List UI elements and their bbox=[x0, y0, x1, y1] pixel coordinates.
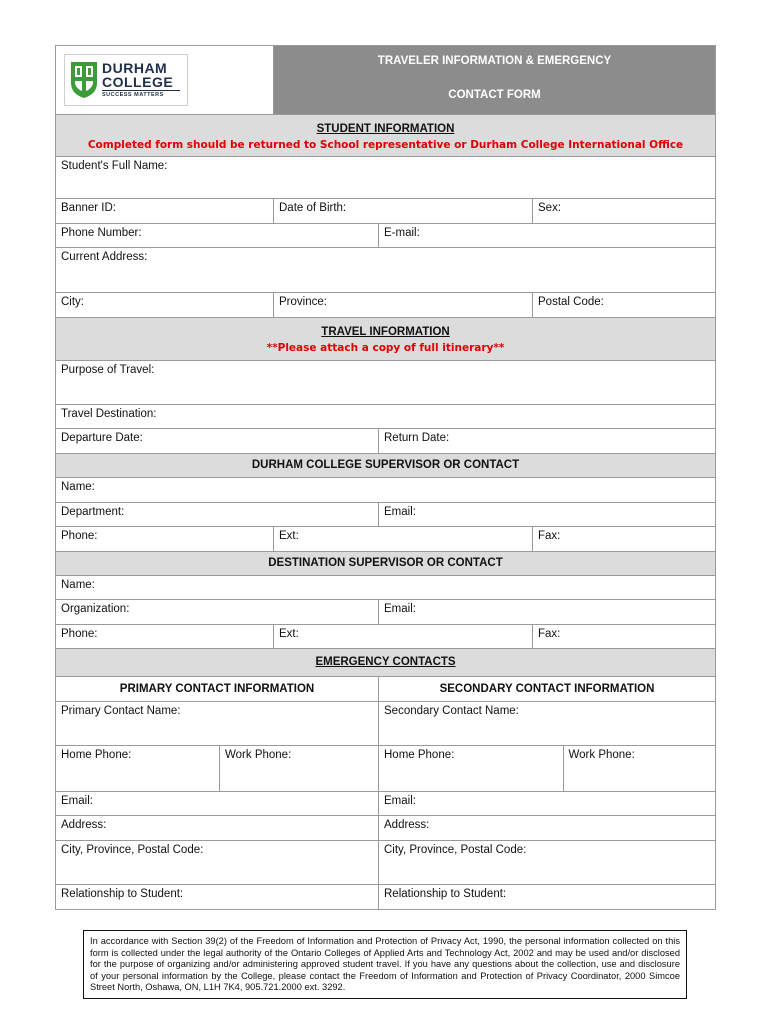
primary-city-province-postal-label: City, Province, Postal Code: bbox=[61, 843, 204, 856]
secondary-address-label: Address: bbox=[384, 818, 430, 831]
dc-fax-field[interactable] bbox=[533, 526, 716, 551]
dest-organization-field[interactable] bbox=[56, 599, 379, 624]
secondary-address-field[interactable] bbox=[379, 815, 716, 840]
travel-section-title: TRAVEL INFORMATION bbox=[321, 326, 450, 338]
dest-ext-field[interactable] bbox=[274, 624, 533, 648]
sex-field[interactable] bbox=[533, 198, 716, 223]
phone-number-field[interactable] bbox=[56, 223, 379, 247]
form-table bbox=[55, 45, 716, 910]
dc-phone-field[interactable] bbox=[56, 526, 274, 551]
province-label: Province: bbox=[279, 295, 327, 308]
shield-icon bbox=[70, 61, 98, 99]
destination-supervisor-header: DESTINATION SUPERVISOR OR CONTACT bbox=[56, 551, 716, 575]
dc-ext-field[interactable] bbox=[274, 526, 533, 551]
logo-word-durham: DURHAM bbox=[102, 59, 168, 76]
dest-fax-label: Fax: bbox=[538, 627, 561, 640]
dest-organization-label: Organization: bbox=[61, 602, 130, 615]
date-of-birth-field[interactable] bbox=[274, 198, 533, 223]
secondary-home-phone-field[interactable] bbox=[379, 746, 563, 791]
primary-address-field[interactable] bbox=[56, 815, 379, 840]
secondary-phones-table bbox=[379, 746, 715, 791]
dc-supervisor-header: DURHAM COLLEGE SUPERVISOR OR CONTACT bbox=[56, 453, 716, 477]
banner-id-field[interactable] bbox=[56, 198, 274, 223]
primary-work-phone-label: Work Phone: bbox=[225, 748, 292, 761]
logo-tagline: SUCCESS MATTERS bbox=[102, 91, 164, 98]
dest-name-field[interactable] bbox=[56, 575, 716, 599]
traveler-form bbox=[55, 45, 715, 910]
dc-email-field[interactable] bbox=[379, 502, 716, 526]
secondary-home-phone-label: Home Phone: bbox=[384, 748, 455, 761]
purpose-of-travel-field[interactable] bbox=[56, 360, 716, 404]
city-label: City: bbox=[61, 295, 84, 308]
student-full-name-field[interactable] bbox=[56, 156, 716, 198]
travel-destination-field[interactable] bbox=[56, 404, 716, 428]
secondary-email-field[interactable] bbox=[379, 791, 716, 815]
secondary-work-phone-label: Work Phone: bbox=[568, 748, 635, 761]
dest-email-field[interactable] bbox=[379, 599, 716, 624]
return-date-field[interactable] bbox=[379, 428, 716, 453]
current-address-label: Current Address: bbox=[61, 250, 148, 263]
return-date-label: Return Date: bbox=[384, 431, 450, 444]
student-email-label: E-mail: bbox=[384, 226, 420, 239]
primary-work-phone-field[interactable] bbox=[220, 745, 379, 791]
secondary-email-label: Email: bbox=[384, 794, 416, 807]
dc-department-field[interactable] bbox=[56, 502, 379, 526]
dest-fax-field[interactable] bbox=[533, 624, 716, 648]
primary-relationship-field[interactable] bbox=[56, 884, 379, 909]
secondary-contact-header: SECONDARY CONTACT INFORMATION bbox=[379, 676, 716, 701]
sex-label: Sex: bbox=[538, 201, 562, 214]
dc-email-label: Email: bbox=[384, 505, 416, 518]
student-full-name-label: Student's Full Name: bbox=[61, 159, 168, 172]
dc-ext-label: Ext: bbox=[279, 529, 299, 542]
form-title-line1: TRAVELER INFORMATION & EMERGENCY bbox=[274, 46, 716, 78]
primary-address-label: Address: bbox=[61, 818, 107, 831]
primary-contact-header: PRIMARY CONTACT INFORMATION bbox=[56, 676, 379, 701]
durham-college-logo bbox=[64, 54, 188, 106]
primary-contact-name-field[interactable] bbox=[56, 701, 379, 745]
phone-number-label: Phone Number: bbox=[61, 226, 142, 239]
student-return-notice: Completed form should be returned to School representative or Durham College International Office bbox=[87, 138, 684, 151]
student-email-field[interactable] bbox=[379, 223, 716, 247]
secondary-contact-name-field[interactable] bbox=[379, 701, 716, 745]
dest-phone-label: Phone: bbox=[61, 627, 98, 640]
primary-home-phone-label: Home Phone: bbox=[61, 748, 132, 761]
dest-ext-label: Ext: bbox=[279, 627, 299, 640]
dest-name-label: Name: bbox=[61, 578, 95, 591]
primary-contact-name-label: Primary Contact Name: bbox=[61, 704, 181, 717]
itinerary-notice: **Please attach a copy of full itinerary** bbox=[266, 342, 505, 354]
secondary-city-province-postal-field[interactable] bbox=[379, 840, 716, 884]
emergency-section-title: EMERGENCY CONTACTS bbox=[315, 656, 456, 668]
logo-divider bbox=[102, 90, 180, 91]
purpose-of-travel-label: Purpose of Travel: bbox=[61, 363, 155, 376]
student-section-title: STUDENT INFORMATION bbox=[316, 122, 455, 135]
form-title-line2: CONTACT FORM bbox=[274, 77, 716, 114]
secondary-city-province-postal-label: City, Province, Postal Code: bbox=[384, 843, 527, 856]
departure-date-label: Departure Date: bbox=[61, 431, 143, 444]
primary-email-field[interactable] bbox=[56, 791, 379, 815]
province-field[interactable] bbox=[274, 292, 533, 317]
secondary-phones-cell bbox=[379, 745, 716, 791]
departure-date-field[interactable] bbox=[56, 428, 379, 453]
secondary-relationship-label: Relationship to Student: bbox=[384, 887, 507, 900]
banner-id-label: Banner ID: bbox=[61, 201, 116, 214]
dc-name-label: Name: bbox=[61, 480, 95, 493]
dc-fax-label: Fax: bbox=[538, 529, 561, 542]
travel-destination-label: Travel Destination: bbox=[61, 407, 157, 420]
logo-word-college: COLLEGE bbox=[102, 73, 174, 90]
current-address-field[interactable] bbox=[56, 247, 716, 292]
city-field[interactable] bbox=[56, 292, 274, 317]
postal-code-field[interactable] bbox=[533, 292, 716, 317]
primary-home-phone-field[interactable] bbox=[56, 745, 220, 791]
dest-phone-field[interactable] bbox=[56, 624, 274, 648]
travel-section-header bbox=[56, 317, 716, 360]
date-of-birth-label: Date of Birth: bbox=[279, 201, 347, 214]
dest-email-label: Email: bbox=[384, 602, 416, 615]
dc-phone-label: Phone: bbox=[61, 529, 98, 542]
secondary-contact-name-label: Secondary Contact Name: bbox=[384, 704, 519, 717]
primary-email-label: Email: bbox=[61, 794, 93, 807]
postal-code-label: Postal Code: bbox=[538, 295, 604, 308]
primary-city-province-postal-field[interactable] bbox=[56, 840, 379, 884]
emergency-section-header bbox=[56, 648, 716, 676]
secondary-relationship-field[interactable] bbox=[379, 884, 716, 909]
dc-name-field[interactable] bbox=[56, 477, 716, 502]
privacy-notice: In accordance with Section 39(2) of the Freedom of Information and Protection of Privacy Act, 1990, the personal information collected on this form is collected under the legal authority of the Ontario Colleges of Applied Arts and Technology Act, 2002 and may be used and/or disclosed for the purpose of organizing and/or administering approved student travel. If you have any questions about the collection, use and disclosure of your personal information by the College, please contact the Freedom of Information and Protection of Privacy Coordinator, 2000 Simcoe Street North, Oshawa, ON, L1H 7K4, 905.721.2000 ext. 3292. bbox=[83, 930, 687, 999]
secondary-work-phone-field[interactable] bbox=[563, 746, 715, 791]
student-section-header bbox=[56, 114, 716, 156]
logo-cell bbox=[56, 46, 274, 115]
dc-department-label: Department: bbox=[61, 505, 125, 518]
primary-relationship-label: Relationship to Student: bbox=[61, 887, 184, 900]
